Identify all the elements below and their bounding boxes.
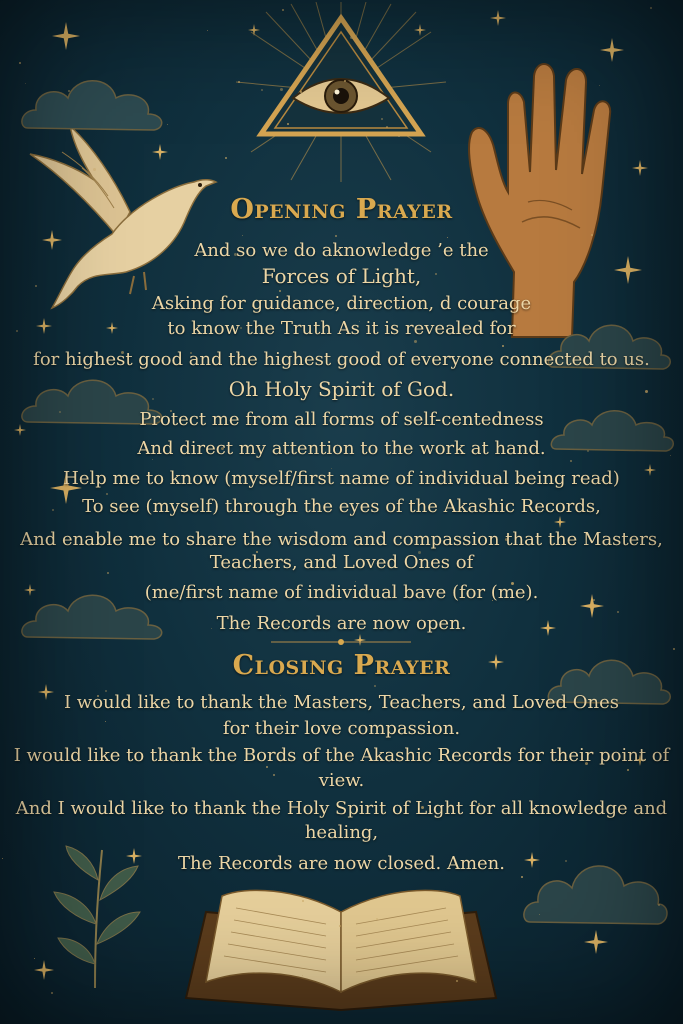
star-dot: [374, 685, 376, 687]
star-dot: [280, 88, 283, 91]
star-dot: [376, 918, 378, 920]
opening-line: Asking for guidance, direction, d courage: [151, 293, 532, 314]
star-dot: [279, 290, 281, 292]
star-dot: [25, 83, 26, 84]
star-dot: [387, 87, 390, 90]
star-dot: [93, 168, 96, 171]
star-dot: [266, 766, 268, 768]
opening-line: for highest good and the highest good of everyone connected to us.: [33, 349, 650, 370]
star-dot: [339, 925, 341, 927]
closing-line: view.: [318, 770, 365, 791]
star-dot: [152, 459, 153, 460]
star-dot: [302, 975, 303, 976]
star-icon: [34, 960, 54, 980]
open-book-icon: [176, 872, 506, 1012]
star-dot: [521, 876, 523, 878]
section-divider: [271, 638, 411, 646]
star-dot: [456, 980, 458, 982]
opening-line: (me/first name of individual bave (for (me).: [144, 582, 539, 603]
closing-prayer-heading: Closing Prayer: [232, 650, 451, 681]
star-icon: [52, 22, 80, 50]
opening-line: And direct my attention to the work at hand.: [137, 438, 546, 459]
closing-line: healing,: [304, 822, 379, 843]
closing-line: And I would like to thank the Holy Spirit of Light for all knowledge and: [15, 798, 668, 819]
star-icon: [632, 160, 648, 176]
star-dot: [650, 7, 652, 9]
star-dot: [51, 992, 53, 994]
star-dot: [302, 900, 304, 902]
cloud-icon: [18, 58, 168, 138]
star-dot: [282, 9, 284, 11]
star-dot: [167, 124, 168, 125]
star-dot: [261, 89, 263, 91]
star-dot: [19, 62, 21, 64]
star-icon: [584, 930, 608, 954]
star-dot: [447, 237, 448, 238]
star-dot: [68, 90, 70, 92]
opening-line: Oh Holy Spirit of God.: [228, 377, 455, 401]
star-dot: [207, 30, 208, 31]
star-dot: [658, 904, 660, 906]
opening-prayer-heading: Opening Prayer: [230, 194, 453, 225]
opening-line: And so we do aknowledge ’e the: [194, 240, 489, 261]
opening-line: The Records are now open.: [216, 613, 467, 634]
star-dot: [287, 123, 289, 125]
star-dot: [570, 460, 572, 462]
star-icon: [248, 24, 260, 36]
star-dot: [350, 36, 353, 39]
star-dot: [414, 340, 417, 343]
opening-line: to know the Truth As it is revealed for: [167, 318, 516, 339]
opening-line: Help me to know (myself/first name of individual being read): [63, 468, 620, 489]
star-dot: [225, 157, 227, 159]
star-dot: [591, 234, 593, 236]
opening-line: Protect me from all forms of self-centedness: [139, 409, 544, 430]
star-icon: [414, 24, 426, 36]
star-dot: [539, 914, 540, 915]
star-dot: [344, 80, 346, 82]
star-icon: [152, 144, 168, 160]
star-dot: [238, 81, 240, 83]
star-dot: [300, 91, 302, 93]
star-dot: [398, 135, 400, 137]
closing-line: I would like to thank the Masters, Teachers, and Loved Ones: [63, 692, 620, 713]
star-dot: [502, 345, 504, 347]
star-icon: [554, 516, 566, 528]
closing-line: I would like to thank the Bords of the Akashic Records for their point of: [13, 745, 670, 766]
opening-line: To see (myself) through the eyes of the Akashic Records,: [82, 496, 601, 517]
closing-line: The Records are now closed. Amen.: [177, 853, 505, 874]
star-dot: [381, 118, 383, 120]
closing-line: for their love compassion.: [222, 718, 461, 739]
star-dot: [242, 235, 243, 236]
opening-line: Forces of Light,: [261, 264, 422, 288]
star-icon: [600, 38, 624, 62]
star-dot: [386, 126, 388, 128]
opening-line: And enable me to share the wisdom and compassion that the Masters,: [20, 529, 663, 550]
star-dot: [335, 235, 337, 237]
star-dot: [599, 85, 600, 86]
star-dot: [106, 493, 108, 495]
star-icon: [490, 10, 506, 26]
star-dot: [34, 958, 35, 959]
opening-line: Teachers, and Loved Ones of: [209, 552, 474, 573]
